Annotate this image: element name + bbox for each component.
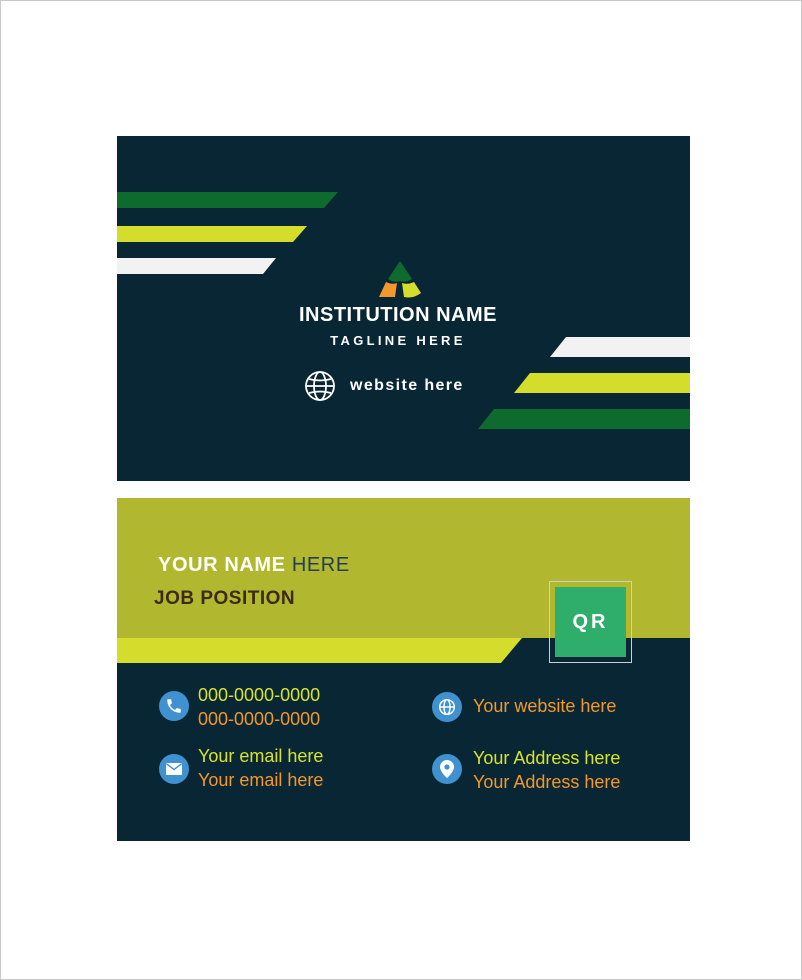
phone-secondary[interactable]: 000-0000-0000 bbox=[198, 709, 321, 729]
job-position: JOB POSITION bbox=[154, 588, 296, 609]
location-pin-icon bbox=[432, 754, 462, 784]
address-primary[interactable]: Your Address here bbox=[473, 748, 621, 768]
envelope-icon bbox=[159, 754, 189, 784]
left-stripes bbox=[117, 136, 357, 281]
phone-primary[interactable]: 000-0000-0000 bbox=[198, 685, 321, 705]
institution-name: INSTITUTION NAME bbox=[299, 304, 497, 326]
phone-icon bbox=[159, 691, 189, 721]
business-card-back bbox=[117, 498, 690, 841]
accent-band bbox=[117, 638, 527, 663]
email-primary[interactable]: Your email here bbox=[198, 746, 324, 766]
business-card-front bbox=[117, 136, 690, 481]
tagline: TAGLINE HERE bbox=[330, 333, 466, 348]
name-light: HERE bbox=[291, 554, 350, 576]
website-back[interactable]: Your website here bbox=[473, 696, 617, 716]
email-secondary[interactable]: Your email here bbox=[198, 770, 324, 790]
name-bold: YOUR NAME bbox=[158, 554, 286, 576]
globe-icon bbox=[432, 692, 462, 722]
qr-code[interactable]: QR bbox=[555, 587, 626, 657]
website-text[interactable]: website here bbox=[350, 377, 464, 394]
triangle-logo-icon bbox=[377, 259, 423, 299]
globe-icon bbox=[304, 370, 336, 402]
person-name bbox=[158, 554, 350, 577]
address-secondary[interactable]: Your Address here bbox=[473, 772, 621, 792]
